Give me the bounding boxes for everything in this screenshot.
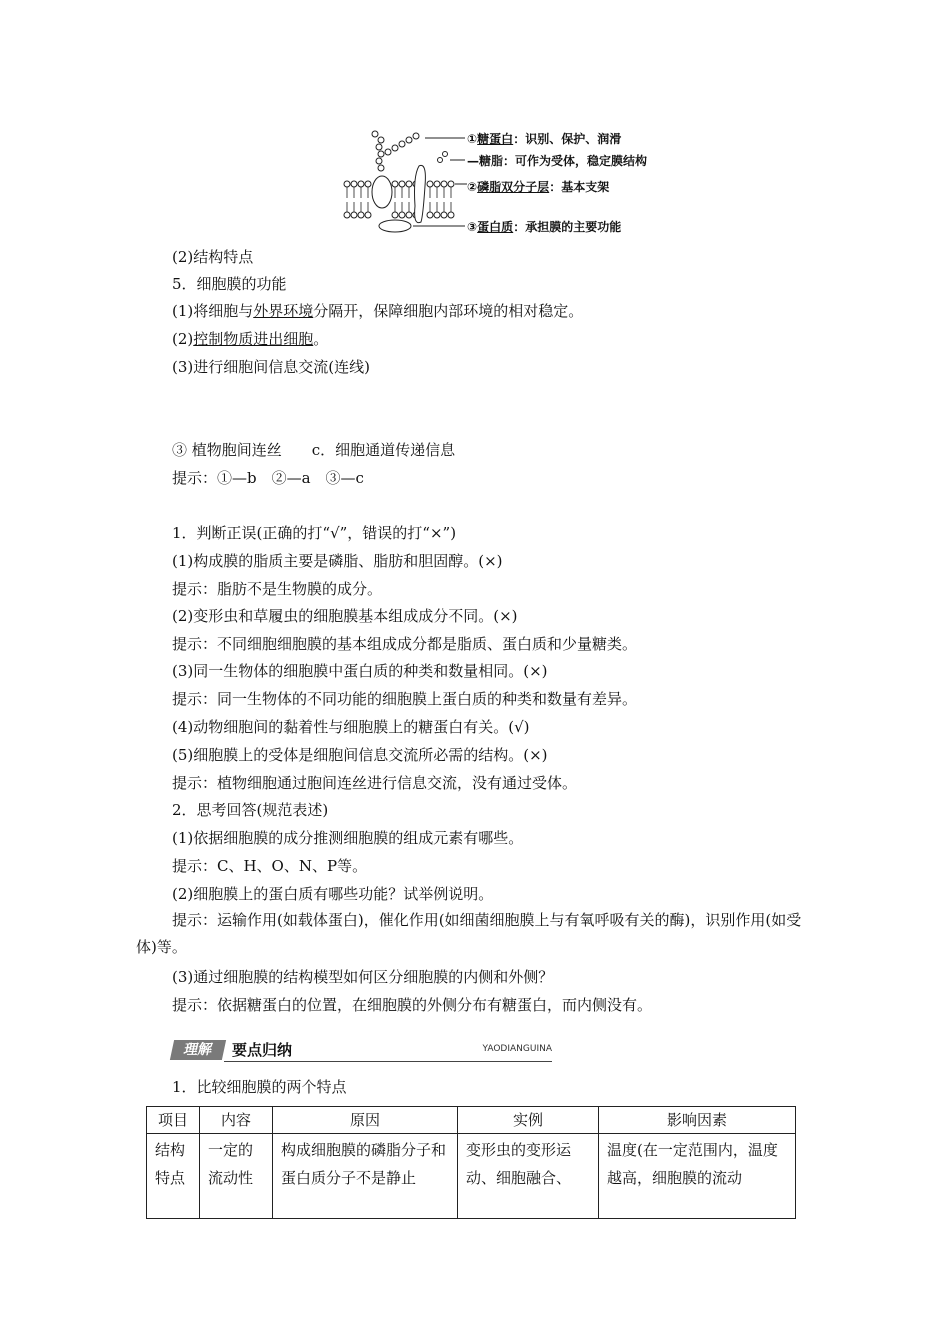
text-line: (1)依据细胞膜的成分推测细胞膜的组成元素有哪些。 [172, 829, 524, 847]
label-phospholipid-bilayer: ②磷脂双分子层：基本支架 [467, 180, 610, 194]
comparison-table [146, 1106, 796, 1219]
text-line: (4)动物细胞间的黏着性与细胞膜上的糖蛋白有关。(√) [172, 718, 530, 736]
table-header-cell: 内容 [200, 1107, 273, 1134]
hint-line: 提示：依据糖蛋白的位置，在细胞膜的外侧分布有糖蛋白，而内侧没有。 [172, 996, 653, 1014]
hint-line: 提示：不同细胞细胞膜的基本组成成分都是脂质、蛋白质和少量糖类。 [172, 635, 638, 653]
table-row [147, 1134, 796, 1219]
text-line: ③ 植物胞间连丝 c．细胞通道传递信息 [172, 441, 456, 459]
table-header-cell: 实例 [458, 1107, 599, 1134]
section-heading: 1．比较细胞膜的两个特点 [172, 1078, 347, 1096]
label-protein: ③蛋白质：承担膜的主要功能 [467, 220, 622, 234]
text-line: (1)将细胞与外界环境分隔开，保障细胞内部环境的相对稳定。 [172, 302, 584, 320]
hint-line: 提示：植物细胞通过胞间连丝进行信息交流，没有通过受体。 [172, 774, 578, 792]
table-cell: 构成细胞膜的磷脂分子和蛋白质分子不是静止 [273, 1134, 458, 1219]
table-cell: 变形虫的变形运动、细胞融合、 [458, 1134, 599, 1219]
label-glycolipid: —糖脂：可作为受体，稳定膜结构 [467, 154, 648, 168]
banner-rule [224, 1061, 552, 1062]
section-heading: 1．判断正误(正确的打“√”，错误的打“×”) [172, 524, 457, 542]
text-line: (3)同一生物体的细胞膜中蛋白质的种类和数量相同。(×) [172, 662, 548, 680]
section-heading: 5．细胞膜的功能 [172, 275, 287, 293]
table-header-cell: 原因 [273, 1107, 458, 1134]
hint-paragraph: 提示：运输作用(如载体蛋白)，催化作用(如细菌细胞膜上与有氧呼吸有关的酶)，识别作用(如受体)等。 [136, 911, 802, 956]
text-line: (3)通过细胞膜的结构模型如何区分细胞膜的内侧和外侧？ [172, 968, 554, 986]
text-line: (2)变形虫和草履虫的细胞膜基本组成成分不同。(×) [172, 607, 518, 625]
text-line: (2)控制物质进出细胞。 [172, 330, 329, 348]
table-header-row [147, 1107, 796, 1134]
table-cell: 结构特点 [147, 1134, 200, 1219]
table-cell: 一定的流动性 [200, 1134, 273, 1219]
section-banner [172, 1038, 552, 1062]
banner-pinyin: YAODIANGUINA [482, 1044, 552, 1054]
text-line: (2)结构特点 [172, 248, 254, 266]
membrane-diagram [335, 126, 655, 238]
hint-line: 提示：脂肪不是生物膜的成分。 [172, 580, 383, 598]
hint-line: 提示：①—b ②—a ③—c [172, 469, 364, 487]
text-line: (2)细胞膜上的蛋白质有哪些功能？试举例说明。 [172, 885, 494, 903]
banner-tag: 理解 [170, 1040, 226, 1060]
table-header-cell: 项目 [147, 1107, 200, 1134]
text-line: (3)进行细胞间信息交流(连线) [172, 358, 370, 376]
label-glycoprotein: ①糖蛋白：识别、保护、润滑 [467, 132, 622, 146]
banner-title: 要点归纳 [232, 1041, 293, 1059]
text-line: (1)构成膜的脂质主要是磷脂、脂肪和胆固醇。(×) [172, 552, 503, 570]
table-header-cell: 影响因素 [599, 1107, 796, 1134]
section-heading: 2．思考回答(规范表述) [172, 801, 329, 819]
text-line: (5)细胞膜上的受体是细胞间信息交流所必需的结构。(×) [172, 746, 548, 764]
hint-line: 提示：同一生物体的不同功能的细胞膜上蛋白质的种类和数量有差异。 [172, 690, 638, 708]
hint-line: 提示：C、H、O、N、P等。 [172, 857, 368, 875]
table-cell: 温度(在一定范围内，温度越高，细胞膜的流动 [599, 1134, 796, 1219]
